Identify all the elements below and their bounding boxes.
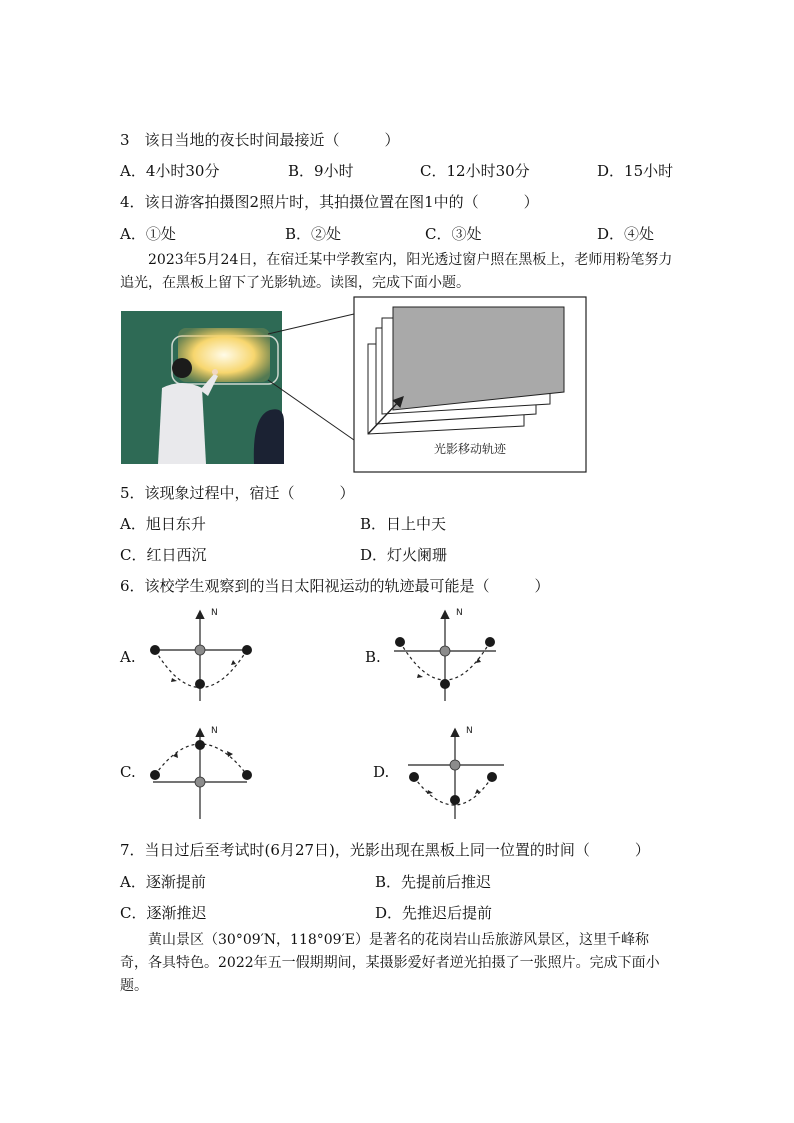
q4-option-a: A．①处 <box>120 225 176 243</box>
svg-text:N: N <box>211 608 218 618</box>
q3-stem: 3 该日当地的夜长时间最接近（ ） <box>120 131 400 149</box>
q3-option-c: C．12小时30分 <box>420 162 530 180</box>
classroom-photo <box>121 311 284 464</box>
svg-text:N: N <box>456 608 463 618</box>
passage-huangshan: 黄山景区（30°09′N，118°09′E）是著名的花岗岩山岳旅游风景区，这里千峰称奇，各具特色。2022年五一假期期间，某摄影爱好者逆光拍摄了一张照片。完成下面小题。 <box>120 932 660 994</box>
q4-option-c: C．③处 <box>425 225 482 243</box>
q5-stem: 5．该现象过程中，宿迁（ ） <box>120 484 355 502</box>
q6-option-d-label: D. <box>373 763 390 781</box>
figure-light-track <box>118 292 590 476</box>
q4-stem: 4．该日游客拍摄图2照片时，其拍摄位置在图1中的（ ） <box>120 193 539 211</box>
q3-option-d: D．15小时 <box>597 162 674 180</box>
q5-option-d: D．灯火阑珊 <box>360 546 448 564</box>
figure-caption: 光影移动轨迹 <box>433 442 507 456</box>
passage-classroom: 2023年5月24日，在宿迁某中学教室内，阳光透过窗户照在黑板上，老师用粉笔努力追光，在黑板上留下了光影轨迹。读图，完成下面小题。 <box>120 252 673 291</box>
q4-option-b: B．②处 <box>285 225 342 243</box>
q7-stem: 7．当日过后至考试时(6月27日)，光影出现在黑板上同一位置的时间（ ） <box>120 841 650 859</box>
q6-stem: 6．该校学生观察到的当日太阳视运动的轨迹最可能是（ ） <box>120 577 550 595</box>
q6-option-a-label: A. <box>120 648 136 666</box>
sun-path-diagram-d <box>400 718 515 823</box>
q3-option-a: A．4小时30分 <box>120 162 220 180</box>
q5-option-a: A．旭日东升 <box>120 515 206 533</box>
q5-option-c: C．红日西沉 <box>120 546 207 564</box>
sun-path-diagram-c <box>145 718 260 823</box>
q4-option-d: D．④处 <box>597 225 655 243</box>
q3-option-b: B．9小时 <box>288 162 354 180</box>
q7-option-a: A．逐渐提前 <box>120 873 206 891</box>
svg-text:N: N <box>466 726 473 736</box>
q6-option-c-label: C. <box>120 763 136 781</box>
sun-path-diagram-b <box>390 600 505 705</box>
q7-option-d: D．先推迟后提前 <box>375 904 493 922</box>
q7-option-b: B．先提前后推迟 <box>375 873 492 891</box>
q6-option-b-label: B. <box>365 648 381 666</box>
q5-option-b: B．日上中天 <box>360 515 447 533</box>
svg-text:N: N <box>211 726 218 736</box>
q7-option-c: C．逐渐推迟 <box>120 904 207 922</box>
sun-path-diagram-a <box>145 600 260 705</box>
